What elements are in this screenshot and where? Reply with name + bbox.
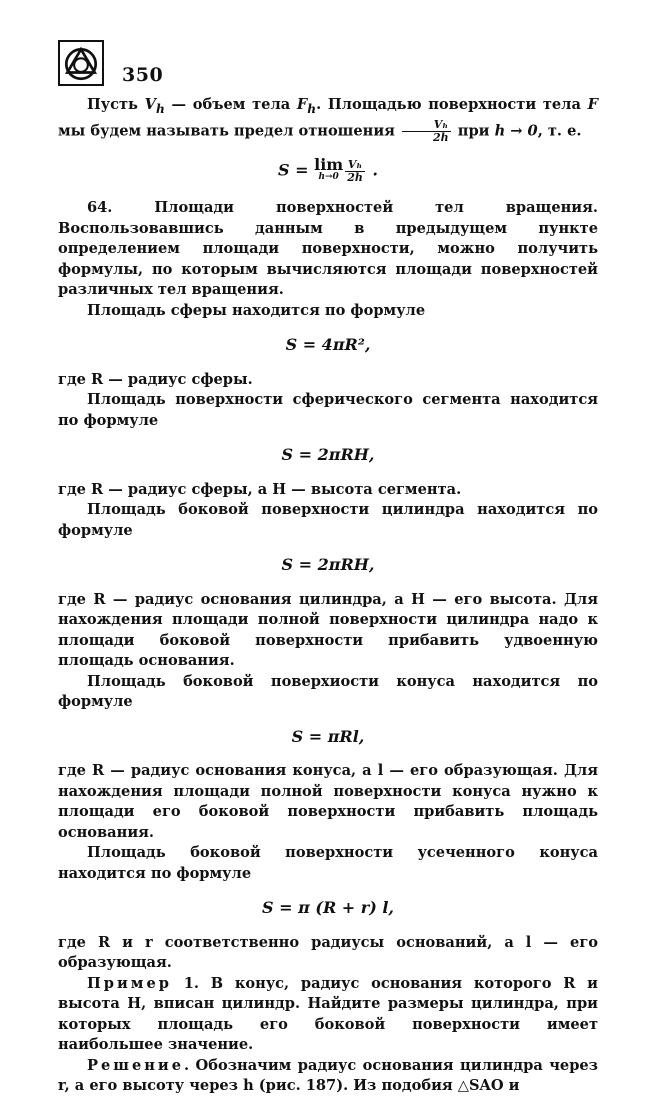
body-text bbox=[58, 95, 598, 1097]
paragraph-example-1: Пример 1. В конус, радиус основания которого R и высота H, вписан цилиндр. Найдите размеры цилиндра, при которых площадь его боковой поверхности имеет наибольшее значение. bbox=[58, 974, 598, 1054]
limit-operator: lim h→0 bbox=[314, 155, 344, 183]
formula-sphere: S = 4πR², bbox=[285, 335, 371, 355]
paragraph-frustum: Площадь боковой поверхности усеченного конуса находится по формуле bbox=[58, 844, 598, 882]
paragraph-section-64: 64. Площади поверхностей тел вращения. Воспользовавшись данным в предыдущем пункте определением площади поверхности, можно получить формулы, по которым вычисляются площади поверхностей различных тел вращения. bbox=[58, 199, 598, 299]
paragraph-cylinder-vars: где R — радиус основания цилиндра, а H — его высота. Для нахождения площади полной поверхности цилиндра надо к площади боковой поверхности прибавить удвоенную площадь основания. bbox=[58, 590, 598, 670]
formula-cone: S = πRl, bbox=[291, 726, 365, 746]
formula-frustum: S = π (R + r) l, bbox=[261, 898, 394, 918]
formula-cylinder: S = 2πRH, bbox=[281, 555, 375, 575]
page-number: 350 bbox=[122, 64, 164, 86]
formula-limit: S = lim h→0 $\frac{\text{Vₕ}}{2h}$ . bbox=[278, 155, 378, 184]
limit-fraction: $\frac{\text{Vₕ}}{2h}$ bbox=[347, 157, 363, 184]
emblem-svg bbox=[60, 42, 102, 84]
paragraph-segment: Площадь поверхности сферического сегмента находится по формуле bbox=[58, 391, 598, 429]
paragraph-sphere: Площадь сферы находится по формуле bbox=[87, 301, 426, 319]
solution-label: Решение bbox=[87, 1056, 185, 1074]
paragraph-cone-vars: где R — радиус основания конуса, а l — его образующая. Для нахождения площади полной поверхности конуса нужно к площади его боковой поверхности прибавить площадь основания. bbox=[58, 762, 598, 841]
paragraph-frustum-vars: где R и r соответственно радиусы оснований, а l — его образующая. bbox=[58, 933, 598, 972]
paragraph-solution: Решение. Обозначим радиус основания цилиндра через r, а его высоту через h (рис. 187). Из подобия △SAO и bbox=[58, 1056, 598, 1095]
paragraph-sphere-radius: где R — радиус сферы. bbox=[58, 370, 253, 388]
formula-segment: S = 2πRH, bbox=[281, 445, 375, 465]
paragraph-surface-definition: Пусть $V_h$ — объем тела $F_h$. Площадью поверхности тела F мы будем называть предел отношения $\frac{\text{Vₕ}}{2h}$ при h → 0, т. е. bbox=[58, 96, 598, 145]
paragraph-segment-vars: где R — радиус сферы, а H — высота сегмента. bbox=[58, 480, 462, 498]
paragraph-cone: Площадь боковой поверхиости конуса находится по формуле bbox=[58, 672, 598, 711]
paragraph-cylinder: Площадь боковой поверхности цилиндра находится по формуле bbox=[58, 501, 598, 539]
example-label: Пример bbox=[87, 974, 172, 992]
circle-triangle-emblem-icon bbox=[58, 40, 104, 86]
ratio-fraction: $\frac{\text{Vₕ}}{2h}$ bbox=[402, 119, 451, 144]
